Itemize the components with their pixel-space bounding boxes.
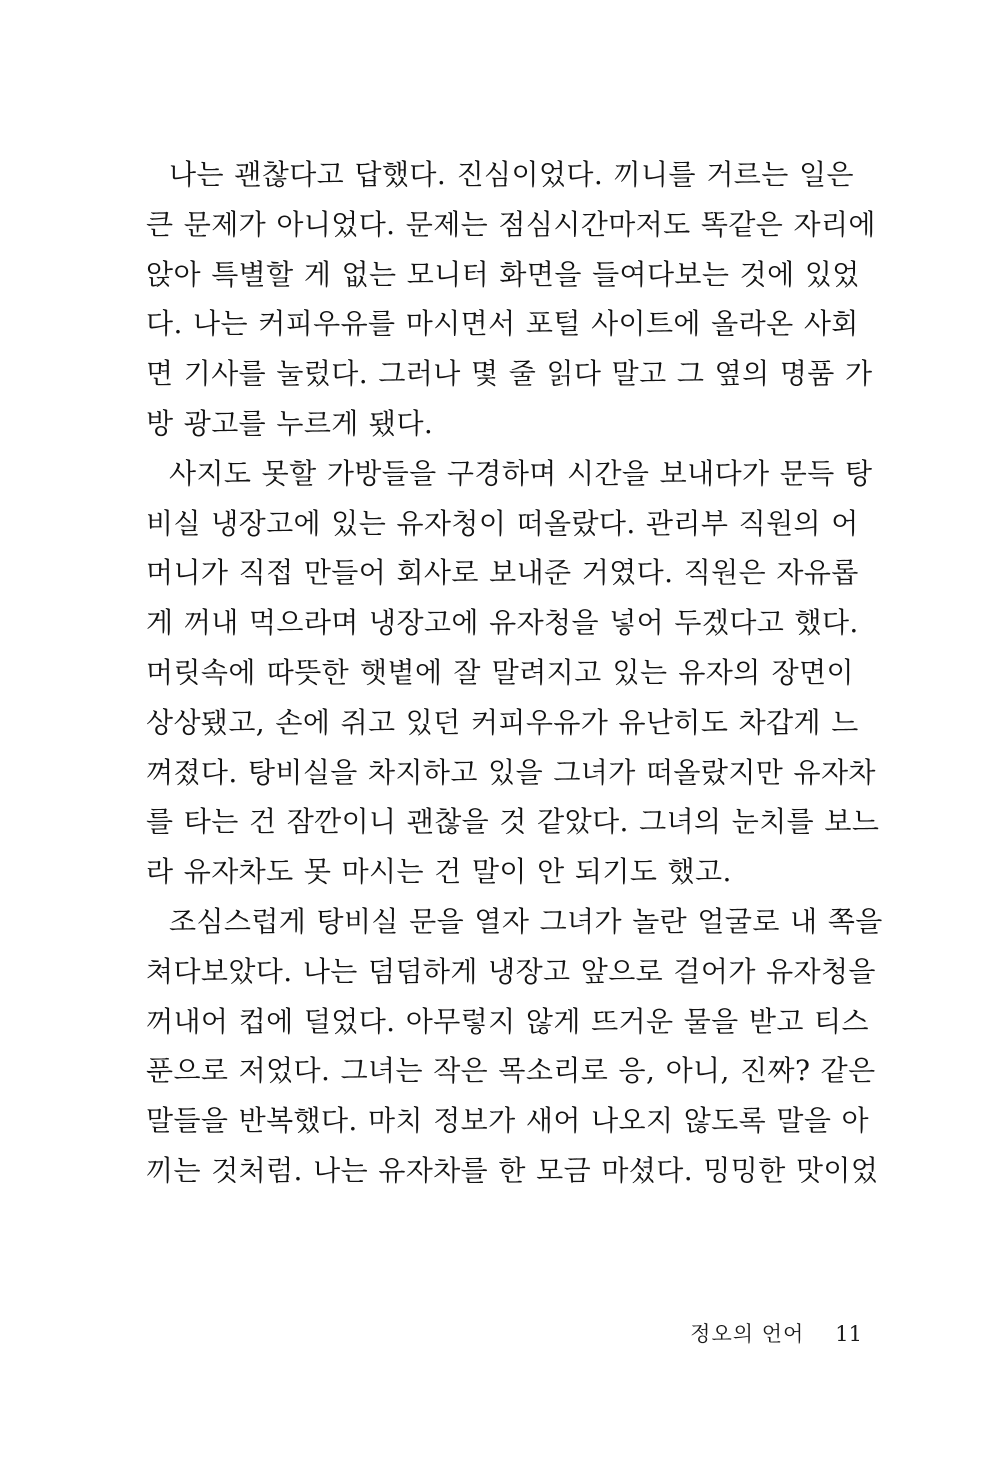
text-line: 껴졌다. 탕비실을 차지하고 있을 그녀가 떠올랐지만 유자차	[146, 755, 876, 789]
text-line: 비실 냉장고에 있는 유자청이 떠올랐다. 관리부 직원의 어	[146, 506, 859, 540]
body-text	[146, 150, 883, 1196]
text-line: 끼는 것처럼. 나는 유자차를 한 모금 마셨다. 밍밍한 맛이었	[146, 1153, 879, 1187]
text-line: 다. 나는 커피우유를 마시면서 포털 사이트에 올라온 사회	[146, 307, 859, 341]
text-line: 를 타는 건 잠깐이니 괜찮을 것 같았다. 그녀의 눈치를 보느	[146, 805, 880, 839]
text-line: 앉아 특별할 게 없는 모니터 화면을 들여다보는 것에 있었	[146, 257, 860, 291]
page-footer	[690, 1318, 862, 1348]
text-line: 사지도 못할 가방들을 구경하며 시간을 보내다가 문득 탕	[169, 456, 873, 490]
text-line: 라 유자차도 못 마시는 건 말이 안 되기도 했고.	[146, 855, 732, 889]
page-number: 11	[835, 1322, 862, 1346]
text-line: 게 꺼내 먹으라며 냉장고에 유자청을 넣어 두겠다고 했다.	[146, 606, 859, 640]
text-line: 나는 괜찮다고 답했다. 진심이었다. 끼니를 거르는 일은	[169, 158, 854, 191]
text-line: 면 기사를 눌렀다. 그러나 몇 줄 읽다 말고 그 옆의 명품 가	[146, 357, 873, 391]
text-line: 머릿속에 따뜻한 햇볕에 잘 말려지고 있는 유자의 장면이	[146, 655, 854, 689]
text-line: 쳐다보았다. 나는 덤덤하게 냉장고 앞으로 걸어가 유자청을	[146, 954, 876, 988]
text-line: 조심스럽게 탕비실 문을 열자 그녀가 놀란 얼굴로 내 쪽을	[169, 904, 883, 938]
text-line: 상상됐고, 손에 쥐고 있던 커피우유가 유난히도 차갑게 느	[146, 705, 859, 739]
text-line: 말들을 반복했다. 마치 정보가 새어 나오지 않도록 말을 아	[146, 1104, 870, 1138]
text-line: 머니가 직접 만들어 회사로 보내준 거였다. 직원은 자유롭	[146, 556, 859, 590]
text-line: 푼으로 저었다. 그녀는 작은 목소리로 응, 아니, 진짜? 같은	[146, 1054, 876, 1088]
text-line: 방 광고를 누르게 됐다.	[146, 406, 434, 440]
running-title: 정오의 언어	[690, 1322, 805, 1346]
text-line: 꺼내어 컵에 덜었다. 아무렇지 않게 뜨거운 물을 받고 티스	[146, 1004, 870, 1038]
text-line: 큰 문제가 아니었다. 문제는 점심시간마저도 똑같은 자리에	[146, 207, 876, 241]
